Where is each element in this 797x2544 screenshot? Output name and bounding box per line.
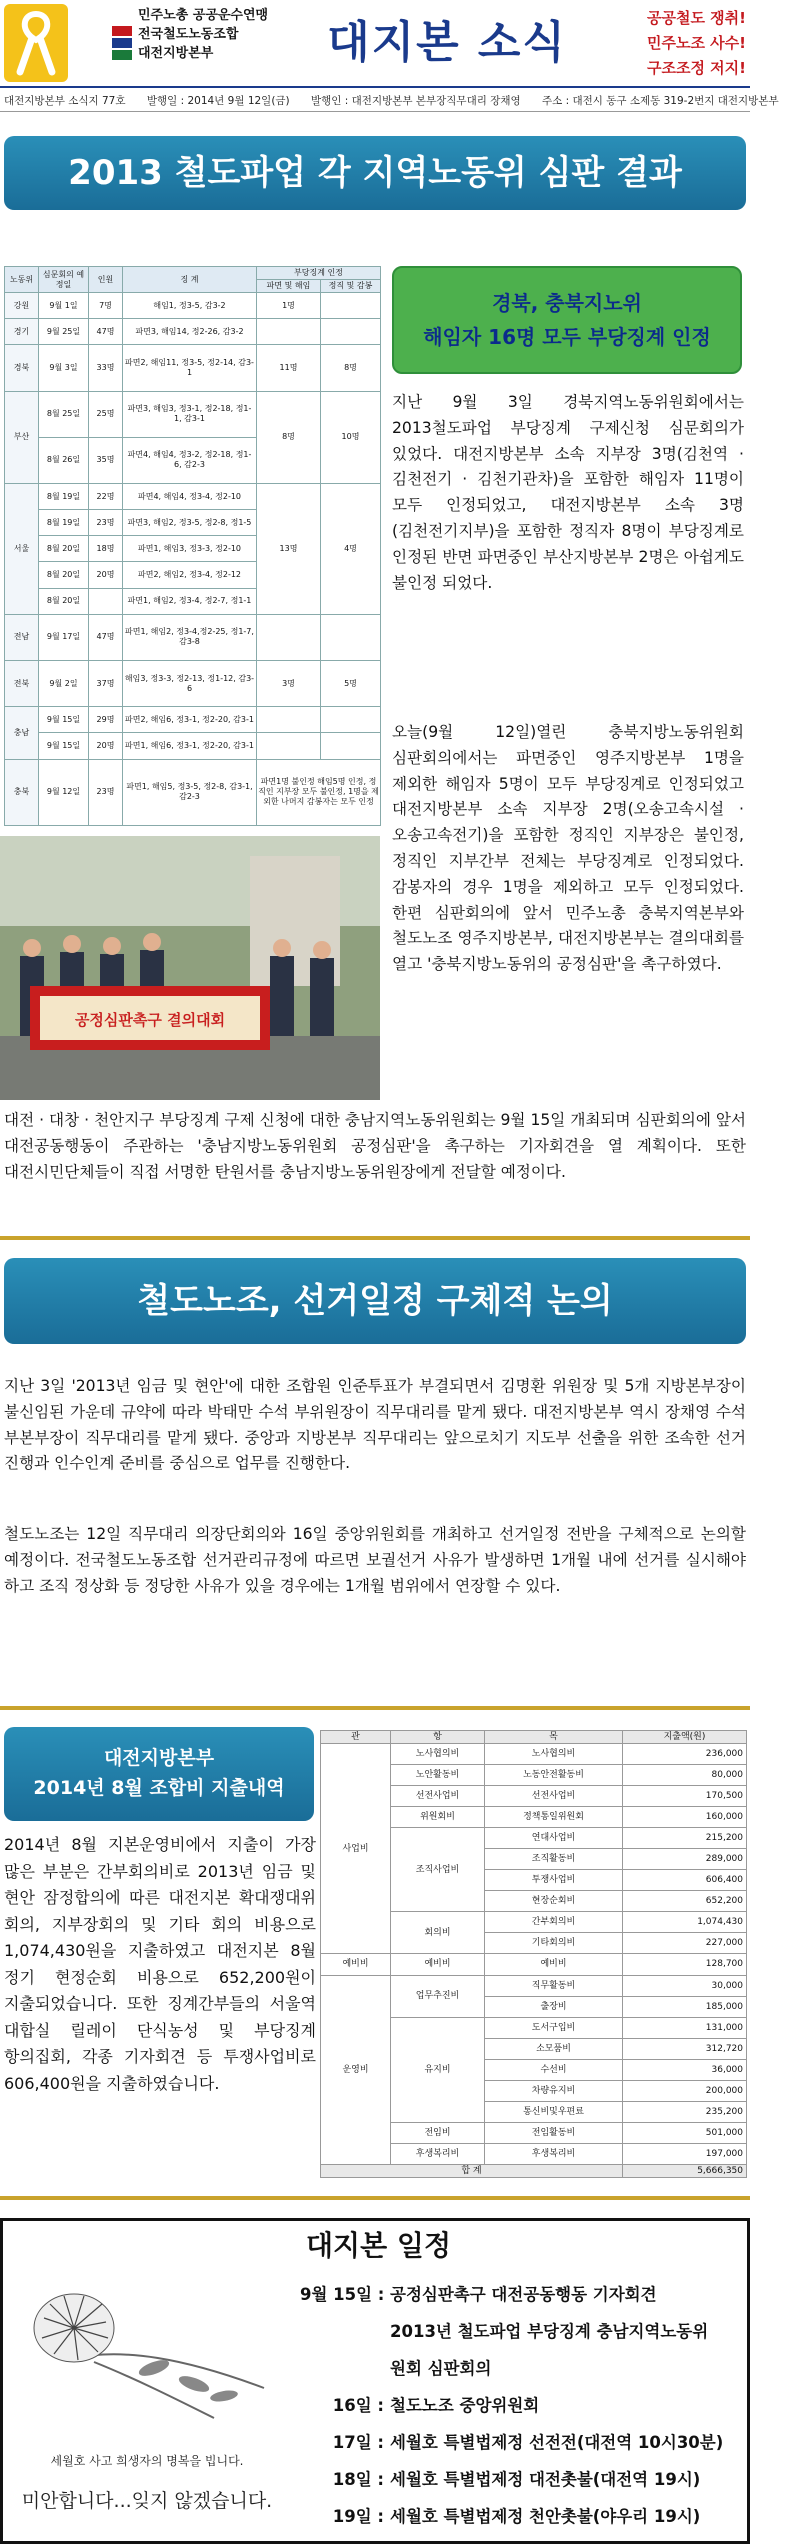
table-cell: 20명 — [89, 733, 123, 759]
table-cell: 전임비 — [391, 2122, 485, 2143]
table-cell: 9월 17일 — [39, 614, 89, 660]
table-cell: 선전사업비 — [485, 1786, 623, 1807]
table-cell: 606,400 — [623, 1870, 747, 1891]
schedule-item — [300, 2498, 744, 2535]
table-cell: 37명 — [89, 660, 123, 706]
table-cell: 파면4, 해임4, 정3-4, 정2-10 — [123, 484, 257, 510]
paragraph-text: 대전 · 대창 · 천안지구 부당징계 구제 신청에 대한 충남지역노동위원회는 9월 15일 개최되며 심판회의에 앞서 대전공동행동이 주관하는 '충남지방노동위원회 공정심판'을 촉구하는 기자회견을 열 계획이다. 또한 대전시민단체들이 직접 서명한 탄원서를 충남지방노동위원장에게 전달할 예정이다. — [4, 1111, 746, 1181]
table-cell: 조직사업비 — [391, 1828, 485, 1912]
table-cell: 23명 — [89, 759, 123, 825]
total-label: 합 계 — [321, 2165, 623, 2178]
table-cell: 7명 — [89, 293, 123, 319]
table-cell: 예비비 — [391, 1954, 485, 1975]
disciplinary-table — [4, 266, 381, 826]
memorial-caption: 세월호 사고 희생자의 명복을 빕니다. — [50, 2454, 244, 2468]
memorial-message: 미안합니다...잊지 않겠습니다. — [21, 2490, 273, 2512]
paragraph-text: 오늘(9월 12일)열린 충북지방노동위원회 심판회의에서는 파면중인 영주지방본부 1명을 제외한 해임자 5명이 모두 부당징계로 인정되었고 대전지방본부 소속 지부장 2명(오송고속시설 · 오송고속전기)을 포함한 정직인 지부장은 불인정, 정직인 지부간부 전체는 부당징계로 인정되었다. 감봉자의 경우 1명을 제외하고 모두 인정되었다. 한편 심판회의에 앞서 민주노총 충북지역본부와 철도노조 영주지방본부, 대전지방본부는 결의대회를 열고 '충북지방노동위의 공정심판'을 촉구하였다. — [392, 723, 744, 974]
table-cell: 47명 — [89, 614, 123, 660]
table-row — [5, 319, 381, 345]
table-cell: 1,074,430 — [623, 1912, 747, 1933]
table-cell: 파면3, 해임14, 정2-26, 감3-2 — [123, 319, 257, 345]
paragraph-text: 지난 3일 '2013년 임금 및 현안'에 대한 조합원 인준투표가 부결되면서 김명환 위원장 및 5개 지방본부장이 불신임된 가운데 규약에 따라 박태만 수석 부위원장이 직무대리를 맡게 됐다. 대전지방본부 역시 장채영 수석 부본부장이 직무대리를 맡게 됐다. 중앙과 지방본부 직무대리는 앞으로치기 지도부 선출을 위한 조속한 선거 진행과 인수인계 준비를 중심으로 업무를 진행한다. — [4, 1377, 746, 1473]
slogan: 구조조정 저지! — [646, 59, 746, 77]
table-cell: 9월 12일 — [39, 759, 89, 825]
budget-row — [321, 1975, 747, 1996]
table-cell: 652,200 — [623, 1891, 747, 1912]
table-cell: 간부회의비 — [485, 1912, 623, 1933]
table-cell: 노사협의비 — [391, 1744, 485, 1765]
org-name: 대전지방본부 — [138, 46, 214, 61]
table-cell: 파면1, 해임3, 정3-3, 정2-10 — [123, 536, 257, 562]
table-cell: 전북 — [5, 660, 39, 706]
table-cell: 부산 — [5, 391, 39, 484]
table-cell — [89, 588, 123, 614]
table-cell: 289,000 — [623, 1849, 747, 1870]
table-cell: 파면1, 해임6, 정3-1, 정2-20, 감3-1 — [123, 733, 257, 759]
table-cell: 3명 — [257, 660, 321, 706]
issue-address: 주소 : 대전시 동구 소제동 319-2번지 대전지방본부 — [541, 95, 779, 107]
table-cell: 위원회비 — [391, 1807, 485, 1828]
photo-banner-text: 공정심판촉구 결의대회 — [74, 1011, 226, 1029]
table-cell: 운영비 — [321, 1975, 391, 2164]
table-cell: 18명 — [89, 536, 123, 562]
table-row — [5, 391, 381, 437]
table-cell: 조직활동비 — [485, 1849, 623, 1870]
table-cell: 30,000 — [623, 1975, 747, 1996]
table-cell: 기타회의비 — [485, 1933, 623, 1954]
table-header: 징 계 — [123, 267, 257, 293]
table-cell: 정책통일위원회 — [485, 1807, 623, 1828]
issue-number: 대전지방본부 소식지 77호 — [4, 95, 126, 107]
yellow-ribbon-icon — [4, 4, 68, 82]
schedule-text: 세월호 특별법제정 선전전(대전역 10시30분) — [390, 2433, 724, 2452]
table-cell: 업무추진비 — [391, 1975, 485, 2017]
schedule-date: 9월 15일 : — [300, 2285, 385, 2304]
article-paragraph — [4, 1108, 746, 1185]
table-cell: 예비비 — [321, 1954, 391, 1975]
org-name: 민주노총 공공운수연맹 — [138, 8, 269, 23]
schedule-item — [300, 2387, 744, 2424]
schedule-item — [300, 2350, 744, 2387]
slogan: 민주노조 사수! — [646, 34, 746, 52]
table-cell: 충북 — [5, 759, 39, 825]
table-cell: 29명 — [89, 707, 123, 733]
table-cell: 파면1, 해임5, 정3-5, 정2-8, 감3-1, 감2-3 — [123, 759, 257, 825]
table-cell: 노안활동비 — [391, 1765, 485, 1786]
budget-row — [321, 1954, 747, 1975]
table-cell: 후생복리비 — [485, 2143, 623, 2164]
budget-row — [321, 1744, 747, 1765]
table-row — [5, 660, 381, 706]
table-row — [5, 345, 381, 391]
table-row — [5, 759, 381, 825]
table-cell: 선전사업비 — [391, 1786, 485, 1807]
article-paragraph — [4, 1374, 746, 1477]
table-cell — [321, 614, 381, 660]
table-cell: 파면3, 해임2, 정3-5, 정2-8, 정1-5 — [123, 510, 257, 536]
table-cell: 8월 19일 — [39, 484, 89, 510]
article-paragraph — [392, 390, 744, 596]
table-header: 노동위 — [5, 267, 39, 293]
table-cell: 47명 — [89, 319, 123, 345]
masthead-orgs — [112, 6, 322, 63]
table-cell: 해임3, 정3-3, 정2-13, 정1-12, 감3-6 — [123, 660, 257, 706]
table-cell: 연대사업비 — [485, 1828, 623, 1849]
schedule-item — [300, 2461, 744, 2498]
table-cell: 파면1, 해임2, 정3-4,정2-25, 정1-7, 감3-8 — [123, 614, 257, 660]
slogans — [600, 6, 746, 81]
schedule-date: 19일 : — [332, 2507, 384, 2526]
total-amount: 5,666,350 — [623, 2165, 747, 2178]
table-cell: 20명 — [89, 562, 123, 588]
paragraph-text: 2014년 8월 지본운영비에서 지출이 가장 많은 부분은 간부회의비로 2013년 임금 및 현안 잠정합의에 따른 대전지본 확대쟁대위 회의, 지부장회의 및 기타 회의 비용으로 1,074,430원을 지출하였고 대전지본 8월 정기 현정순회 비용으로 652,200원이 지출되었습니다. 또한 징계간부들의 서울역 대합실 릴레이 단식농성 및 부당징계 항의집회, 각종 기자회견 등 투쟁사업비로 606,400원을 지출하였습니다. — [4, 1835, 316, 2093]
slogan: 공공철도 쟁취! — [646, 9, 746, 27]
table-cell: 170,500 — [623, 1786, 747, 1807]
table-cell: 경북 — [5, 345, 39, 391]
table-cell: 128,700 — [623, 1954, 747, 1975]
table-row — [5, 484, 381, 510]
table-cell: 197,000 — [623, 2143, 747, 2164]
table-cell: 160,000 — [623, 1807, 747, 1828]
table-cell: 소모품비 — [485, 2038, 623, 2059]
table-header: 파면 및 해임 — [257, 280, 321, 293]
table-cell — [321, 319, 381, 345]
table-header: 지출액(원) — [623, 1731, 747, 1744]
table-cell: 215,200 — [623, 1828, 747, 1849]
table-cell: 8명 — [321, 345, 381, 391]
table-cell: 회의비 — [391, 1912, 485, 1954]
table-cell: 9월 1일 — [39, 293, 89, 319]
table-cell: 1명 — [257, 293, 321, 319]
article-paragraph — [392, 720, 744, 978]
table-row — [5, 733, 381, 759]
table-cell: 투쟁사업비 — [485, 1870, 623, 1891]
table-cell: 235,200 — [623, 2101, 747, 2122]
table-cell: 9월 2일 — [39, 660, 89, 706]
table-header: 부당징계 인정 — [257, 267, 381, 280]
highlight-callout — [392, 266, 742, 374]
table-row — [5, 707, 381, 733]
table-row — [5, 614, 381, 660]
table-cell: 312,720 — [623, 2038, 747, 2059]
table-cell: 80,000 — [623, 1765, 747, 1786]
table-cell: 예비비 — [485, 1954, 623, 1975]
heading-line: 대전지방본부 — [103, 1747, 215, 1769]
table-header: 목 — [485, 1731, 623, 1744]
schedule-panel — [300, 2226, 744, 2535]
table-cell: 9월 3일 — [39, 345, 89, 391]
table-cell: 11명 — [257, 345, 321, 391]
table-cell: 해임1, 정3-5, 감3-2 — [123, 293, 257, 319]
table-cell: 사업비 — [321, 1744, 391, 1954]
table-cell — [257, 733, 321, 759]
schedule-date: 18일 : — [332, 2470, 384, 2489]
section-heading: 2013 철도파업 각 지역노동위 심판 결과 — [4, 136, 746, 210]
table-cell: 185,000 — [623, 1996, 747, 2017]
table-cell: 36,000 — [623, 2059, 747, 2080]
schedule-date: 17일 : — [332, 2433, 384, 2452]
table-cell: 전임활동비 — [485, 2122, 623, 2143]
table-cell: 5명 — [321, 660, 381, 706]
schedule-text: 원회 심판회의 — [390, 2359, 492, 2378]
rally-photo — [0, 836, 380, 1100]
table-cell: 유지비 — [391, 2017, 485, 2122]
article-paragraph — [4, 1832, 316, 2097]
table-cell: 8월 20일 — [39, 536, 89, 562]
table-cell: 파면2, 해임11, 정3-5, 정2-14, 감3-1 — [123, 345, 257, 391]
table-cell: 파면4, 해임4, 정3-2, 정2-18, 정1-6, 감2-3 — [123, 437, 257, 483]
issue-publisher: 발행인 : 대전지방본부 본부장직무대리 장채영 — [311, 95, 521, 107]
schedule-item — [300, 2424, 744, 2461]
table-cell: 8명 — [257, 391, 321, 484]
paragraph-text: 지난 9월 3일 경북지역노동위원회에서는 2013철도파업 부당징계 구제신청 심문회의가 있었다. 대전지방본부 소속 지부장 3명(김천역 · 김천전기 · 김천기관차)을 포함한 해임자 11명이 모두 인정되었고, 대전지방본부 소속 3명(김천전기지부)을 포함한 정직자 8명이 부당징계로 인정된 반면 파면중인 부산지방본부 2명은 아쉽게도 불인정 되었다. — [392, 393, 744, 592]
table-cell: 131,000 — [623, 2017, 747, 2038]
chrysanthemum-icon — [14, 2238, 280, 2438]
schedule-text: 철도노조 중앙위원회 — [390, 2396, 540, 2415]
table-cell — [257, 319, 321, 345]
table-cell: 8월 20일 — [39, 588, 89, 614]
schedule-title: 대지본 일정 — [306, 2229, 451, 2262]
divider — [0, 2196, 750, 2200]
table-cell: 10명 — [321, 391, 381, 484]
table-cell: 파면2, 해임2, 정3-4, 정2-12 — [123, 562, 257, 588]
table-cell: 수선비 — [485, 2059, 623, 2080]
schedule-item — [300, 2313, 744, 2350]
schedule-text: 세월호 특별법제정 대전촛불(대전역 19시) — [390, 2470, 701, 2489]
schedule-text: 세월호 특별법제정 천안촛불(야우리 19시) — [390, 2507, 701, 2526]
table-cell: 227,000 — [623, 1933, 747, 1954]
section-heading: 철도노조, 선거일정 구체적 논의 — [4, 1258, 746, 1344]
table-cell: 충남 — [5, 707, 39, 759]
issue-info-bar — [0, 90, 779, 112]
table-cell — [321, 733, 381, 759]
callout-line: 경북, 충북지노위 — [492, 291, 642, 315]
table-cell: 파면2, 해임6, 정3-1, 정2-20, 감3-1 — [123, 707, 257, 733]
schedule-date: 16일 : — [332, 2396, 384, 2415]
table-cell: 9월 25일 — [39, 319, 89, 345]
table-cell: 8월 25일 — [39, 391, 89, 437]
budget-heading — [4, 1727, 314, 1821]
newsletter-title: 대지본 소식 — [327, 17, 567, 68]
issue-date: 발행일 : 2014년 9월 12일(금) — [146, 95, 290, 107]
paragraph-text: 철도노조는 12일 직무대리 의장단회의와 16일 중앙위원회를 개최하고 선거일정 전반을 구체적으로 논의할 예정이다. 전국철도노동조합 선거관리규정에 따르면 보궐선거 사유가 발생하면 1개월 내에 선거를 실시해야 하고 조직 정상화 등 정당한 사유가 있을 경우에는 1개월 범위에서 연장할 수 있다. — [4, 1525, 746, 1595]
table-cell — [321, 293, 381, 319]
callout-line: 해임자 16명 모두 부당징계 인정 — [423, 325, 711, 349]
table-cell: 직무활동비 — [485, 1975, 623, 1996]
table-cell — [257, 707, 321, 733]
schedule-text: 공정심판촉구 대전공동행동 기자회견 — [390, 2285, 657, 2304]
heading-line: 2014년 8월 조합비 지출내역 — [33, 1777, 285, 1799]
table-cell: 파면3, 해임3, 정3-1, 정2-18, 정1-1, 감3-1 — [123, 391, 257, 437]
table-cell: 강원 — [5, 293, 39, 319]
table-cell: 33명 — [89, 345, 123, 391]
table-cell: 전남 — [5, 614, 39, 660]
table-cell: 22명 — [89, 484, 123, 510]
table-header: 정직 및 감봉 — [321, 280, 381, 293]
table-cell: 도서구입비 — [485, 2017, 623, 2038]
table-cell: 200,000 — [623, 2080, 747, 2101]
table-cell: 4명 — [321, 484, 381, 615]
table-cell: 차량유지비 — [485, 2080, 623, 2101]
table-cell: 통신비및우편료 — [485, 2101, 623, 2122]
table-row — [5, 293, 381, 319]
schedule-text: 2013년 철도파업 부당징계 충남지역노동위 — [390, 2322, 709, 2341]
table-header: 인원 — [89, 267, 123, 293]
budget-table — [320, 1730, 747, 2178]
schedule-item — [300, 2276, 744, 2313]
table-cell: 서울 — [5, 484, 39, 615]
table-cell: 8월 26일 — [39, 437, 89, 483]
table-cell: 노사협의비 — [485, 1744, 623, 1765]
table-header: 관 — [321, 1731, 391, 1744]
table-cell: 501,000 — [623, 2122, 747, 2143]
table-cell: 8월 19일 — [39, 510, 89, 536]
article-paragraph — [4, 1522, 746, 1599]
table-cell: 노동안전활동비 — [485, 1765, 623, 1786]
table-cell: 13명 — [257, 484, 321, 615]
table-cell: 파면1, 해임2, 정3-4, 정2-7, 정1-1 — [123, 588, 257, 614]
table-cell: 25명 — [89, 391, 123, 437]
divider — [0, 1236, 750, 1240]
divider — [0, 1706, 750, 1710]
table-header: 항 — [391, 1731, 485, 1744]
table-cell: 8월 20일 — [39, 562, 89, 588]
table-cell: 23명 — [89, 510, 123, 536]
table-cell: 현장순회비 — [485, 1891, 623, 1912]
table-cell: 236,000 — [623, 1744, 747, 1765]
table-header: 심문회의 예정일 — [39, 267, 89, 293]
table-cell: 출장비 — [485, 1996, 623, 2017]
org-name: 전국철도노동조합 — [138, 27, 239, 42]
memorial-panel — [4, 2224, 290, 2538]
table-cell: 9월 15일 — [39, 707, 89, 733]
table-cell: 후생복리비 — [391, 2143, 485, 2164]
table-cell: 파면1명 불인정 해임5명 인정, 정직인 지부장 모두 불인정, 1명을 제외한 나머지 감봉자는 모두 인정 — [257, 759, 381, 825]
table-cell — [321, 707, 381, 733]
table-cell — [257, 614, 321, 660]
table-cell: 경기 — [5, 319, 39, 345]
masthead — [0, 0, 750, 88]
table-cell: 9월 15일 — [39, 733, 89, 759]
table-cell: 35명 — [89, 437, 123, 483]
